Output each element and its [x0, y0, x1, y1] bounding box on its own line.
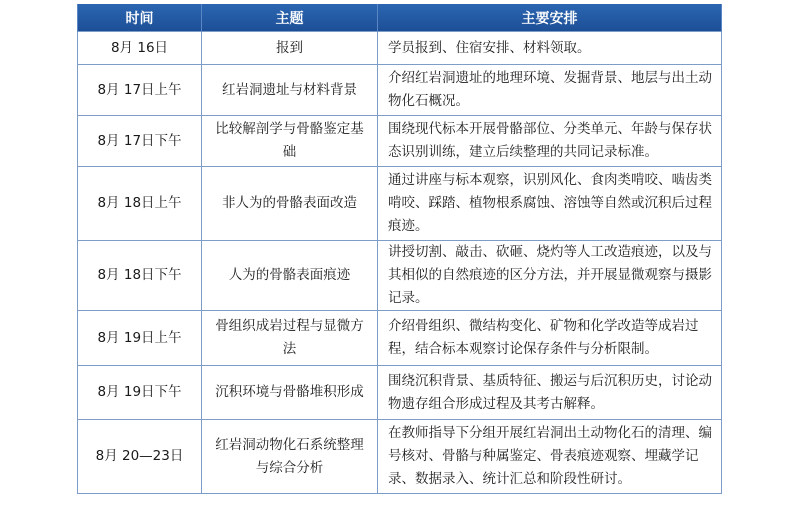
- cell-plan: 围绕沉积背景、基质特征、搬运与后沉积历史，讨论动物遗存组合形成过程及其考古解释。: [378, 366, 722, 420]
- cell-time: 8月 18日下午: [78, 241, 202, 311]
- cell-plan: 介绍骨组织、微结构变化、矿物和化学改造等成岩过程，结合标本观察讨论保存条件与分析限制。: [378, 311, 722, 366]
- cell-plan: 学员报到、住宿安排、材料领取。: [378, 32, 722, 65]
- cell-topic: 比较解剖学与骨骼鉴定基础: [202, 116, 378, 167]
- header-row: [78, 4, 722, 32]
- schedule-table-container: [77, 4, 721, 494]
- cell-time: 8月 16日: [78, 32, 202, 65]
- header-plan: 主要安排: [378, 4, 722, 32]
- header-time: 时间: [78, 4, 202, 32]
- table-row: [78, 311, 722, 366]
- cell-topic: 报到: [202, 32, 378, 65]
- cell-plan: 在教师指导下分组开展红岩洞出土动物化石的清理、编号核对、骨骼与种属鉴定、骨表痕迹观察、埋藏学记录、数据录入、统计汇总和阶段性研讨。: [378, 420, 722, 494]
- table-header: [78, 4, 722, 32]
- cell-plan: 通过讲座与标本观察，识别风化、食肉类啃咬、啮齿类啃咬、踩踏、植物根系腐蚀、溶蚀等自然或沉积后过程痕迹。: [378, 167, 722, 241]
- cell-time: 8月 17日上午: [78, 65, 202, 116]
- cell-plan: 介绍红岩洞遗址的地理环境、发掘背景、地层与出土动物化石概况。: [378, 65, 722, 116]
- cell-plan: 围绕现代标本开展骨骼部位、分类单元、年龄与保存状态识别训练，建立后续整理的共同记录标准。: [378, 116, 722, 167]
- cell-time: 8月 19日下午: [78, 366, 202, 420]
- table-row: [78, 167, 722, 241]
- cell-topic: 沉积环境与骨骼堆积形成: [202, 366, 378, 420]
- cell-topic: 骨组织成岩过程与显微方法: [202, 311, 378, 366]
- cell-time: 8月 18日上午: [78, 167, 202, 241]
- table-row: [78, 366, 722, 420]
- cell-plan: 讲授切割、敲击、砍砸、烧灼等人工改造痕迹，以及与其相似的自然痕迹的区分方法，并开展显微观察与摄影记录。: [378, 241, 722, 311]
- table-body: [78, 32, 722, 494]
- table-row: [78, 116, 722, 167]
- table-row: [78, 420, 722, 494]
- cell-topic: 非人为的骨骼表面改造: [202, 167, 378, 241]
- cell-topic: 红岩洞遗址与材料背景: [202, 65, 378, 116]
- cell-time: 8月 20—23日: [78, 420, 202, 494]
- header-topic: 主题: [202, 4, 378, 32]
- schedule-table: [77, 4, 722, 494]
- cell-time: 8月 17日下午: [78, 116, 202, 167]
- cell-topic: 人为的骨骼表面痕迹: [202, 241, 378, 311]
- cell-time: 8月 19日上午: [78, 311, 202, 366]
- cell-topic: 红岩洞动物化石系统整理与综合分析: [202, 420, 378, 494]
- table-row: [78, 241, 722, 311]
- table-row: [78, 65, 722, 116]
- table-row: [78, 32, 722, 65]
